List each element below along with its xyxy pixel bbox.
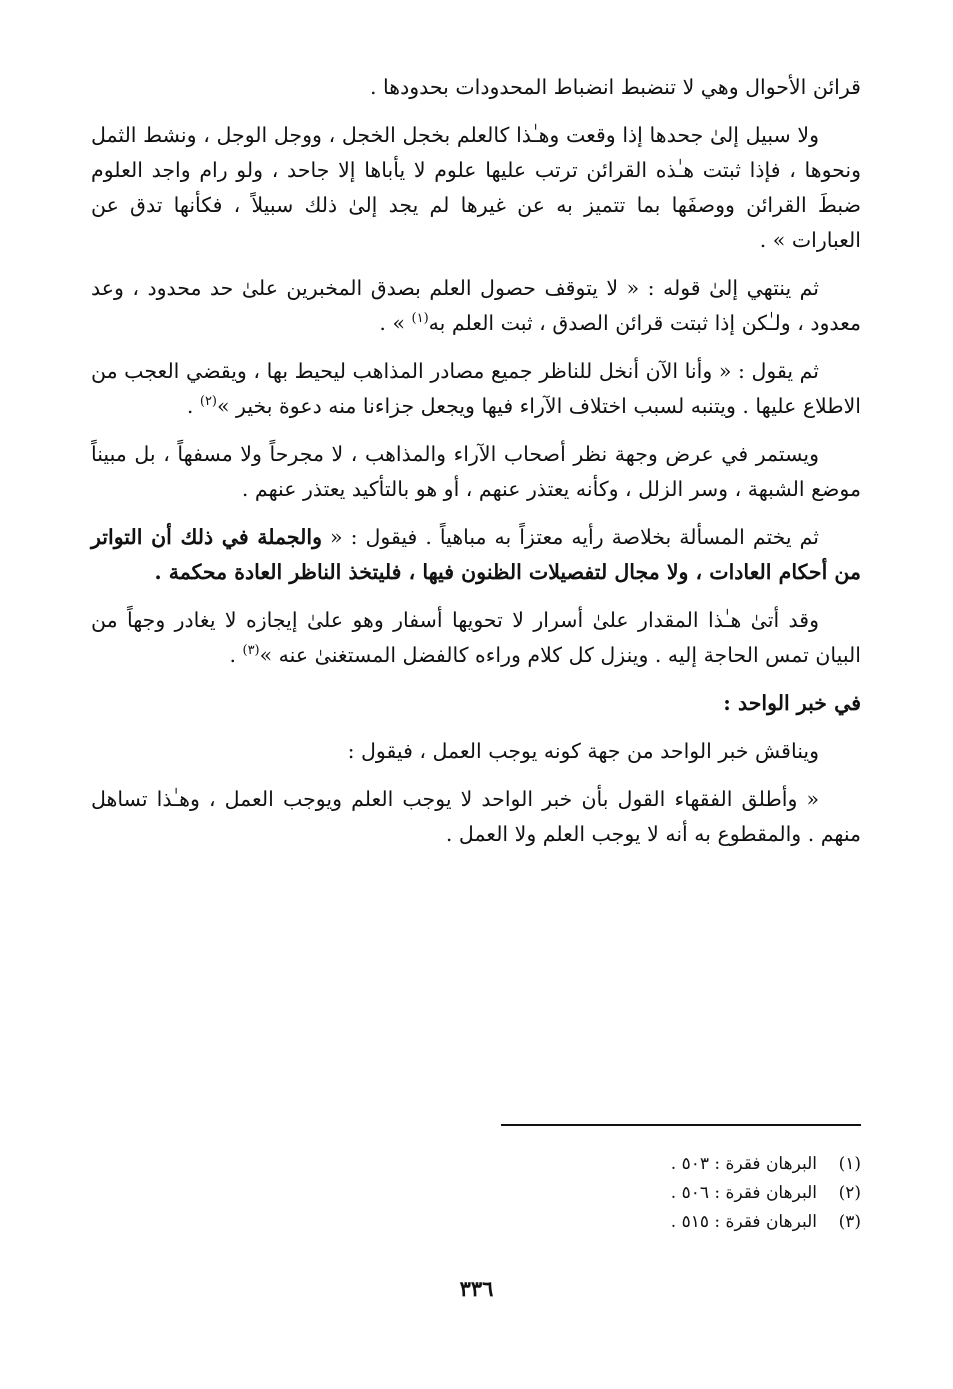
footnote-number: (١)	[838, 1154, 861, 1174]
paragraph-tail: .	[229, 643, 243, 667]
paragraph-2	[91, 118, 861, 258]
paragraph-5	[91, 437, 861, 507]
footnote-text: البرهان فقرة : ٥٠٣ .	[670, 1154, 817, 1174]
section-heading: في خبر الواحد :	[723, 691, 861, 715]
bold-quote: والجملة في ذلك أن التواتر من أحكام العادات ، ولا مجال لتفصيلات الظنون فيها ، فليتخذ الناظر العادة محكمة .	[91, 525, 861, 584]
footnote-number: (٢)	[838, 1183, 861, 1203]
paragraph-9	[91, 782, 861, 852]
footnote-2	[361, 1179, 861, 1208]
paragraph-text: ثم يقول : « وأنا الآن أنخل للناظر جميع مصادر المذاهب ليحيط بها ، ويقضي العجب من الاطلاع عليها . ويتنبه لسبب اختلاف الآراء فيها ويجعل جزاءنا منه دعوة بخير »	[91, 359, 861, 418]
footnotes	[361, 1150, 861, 1237]
paragraph-text: « وأطلق الفقهاء القول بأن خبر الواحد لا يوجب العلم ويوجب العمل ، وهـٰذا تساهل منهم . والمقطوع به أنه لا يوجب العلم ولا العمل .	[91, 787, 861, 846]
paragraph-text: ثم يختم المسألة بخلاصة رأيه معتزاً به مباهياً . فيقول : «	[321, 525, 819, 549]
paragraph-text: قرائن الأحوال وهي لا تنضبط انضباط المحدودات بحدودها .	[370, 75, 861, 99]
footnote-marker-2: (٢)	[199, 394, 217, 410]
paragraph-3	[91, 271, 861, 341]
footnote-marker-3: (٣)	[242, 643, 260, 659]
paragraph-8	[91, 734, 861, 769]
main-text	[91, 70, 861, 865]
page-number: ٣٣٦	[459, 1276, 494, 1301]
paragraph-7	[91, 603, 861, 673]
paragraph-tail: » .	[379, 311, 412, 335]
footnote-text: البرهان فقرة : ٥١٥ .	[670, 1212, 817, 1232]
footnote-divider	[501, 1124, 861, 1126]
footnote-marker-1: (١)	[411, 311, 429, 327]
paragraph-text: ويستمر في عرض وجهة نظر أصحاب الآراء والمذاهب ، لا مجرحاً ولا مسفهاً ، بل مبيناً موضع الشبهة ، وسر الزلل ، وكأنه يعتذر عنهم ، أو هو بالتأكيد يعتذر عنهم .	[91, 442, 861, 501]
paragraph-text: ثم ينتهي إلىٰ قوله : « لا يتوقف حصول العلم بصدق المخبرين علىٰ حد محدود ، وعد معدود ، ولـٰكن إذا ثبتت قرائن الصدق ، ثبت العلم به	[91, 276, 861, 335]
paragraph-4	[91, 354, 861, 424]
paragraph-tail: .	[186, 394, 200, 418]
footnote-number: (٣)	[838, 1212, 861, 1232]
footnote-1	[361, 1150, 861, 1179]
paragraph-text: وقد أتىٰ هـٰذا المقدار علىٰ أسرار لا تحويها أسفار وهو علىٰ إيجازه لا يغادر وجهاً من البيان تمس الحاجة إليه . وينزل كل كلام وراءه كالفضل المستغنىٰ عنه »	[91, 608, 861, 667]
paragraph-1	[91, 70, 861, 105]
footnote-text: البرهان فقرة : ٥٠٦ .	[670, 1183, 817, 1203]
paragraph-6	[91, 520, 861, 590]
footnote-3	[361, 1208, 861, 1237]
paragraph-text: ولا سبيل إلىٰ جحدها إذا وقعت وهـٰذا كالعلم بخجل الخجل ، ووجل الوجل ، ونشط الثمل ونحوها ، فإذا ثبتت هـٰذه القرائن ترتب عليها علوم لا يأباها إلا جاحد ، ولو رام واجد العلوم ضبطَ القرائن ووصفَها بما تتميز به عن غيرها لم يجد إلىٰ ذلك سبيلاً ، فكأنها تدق عن العبارات » .	[91, 123, 861, 252]
paragraph-text: ويناقش خبر الواحد من جهة كونه يوجب العمل ، فيقول :	[347, 739, 819, 763]
